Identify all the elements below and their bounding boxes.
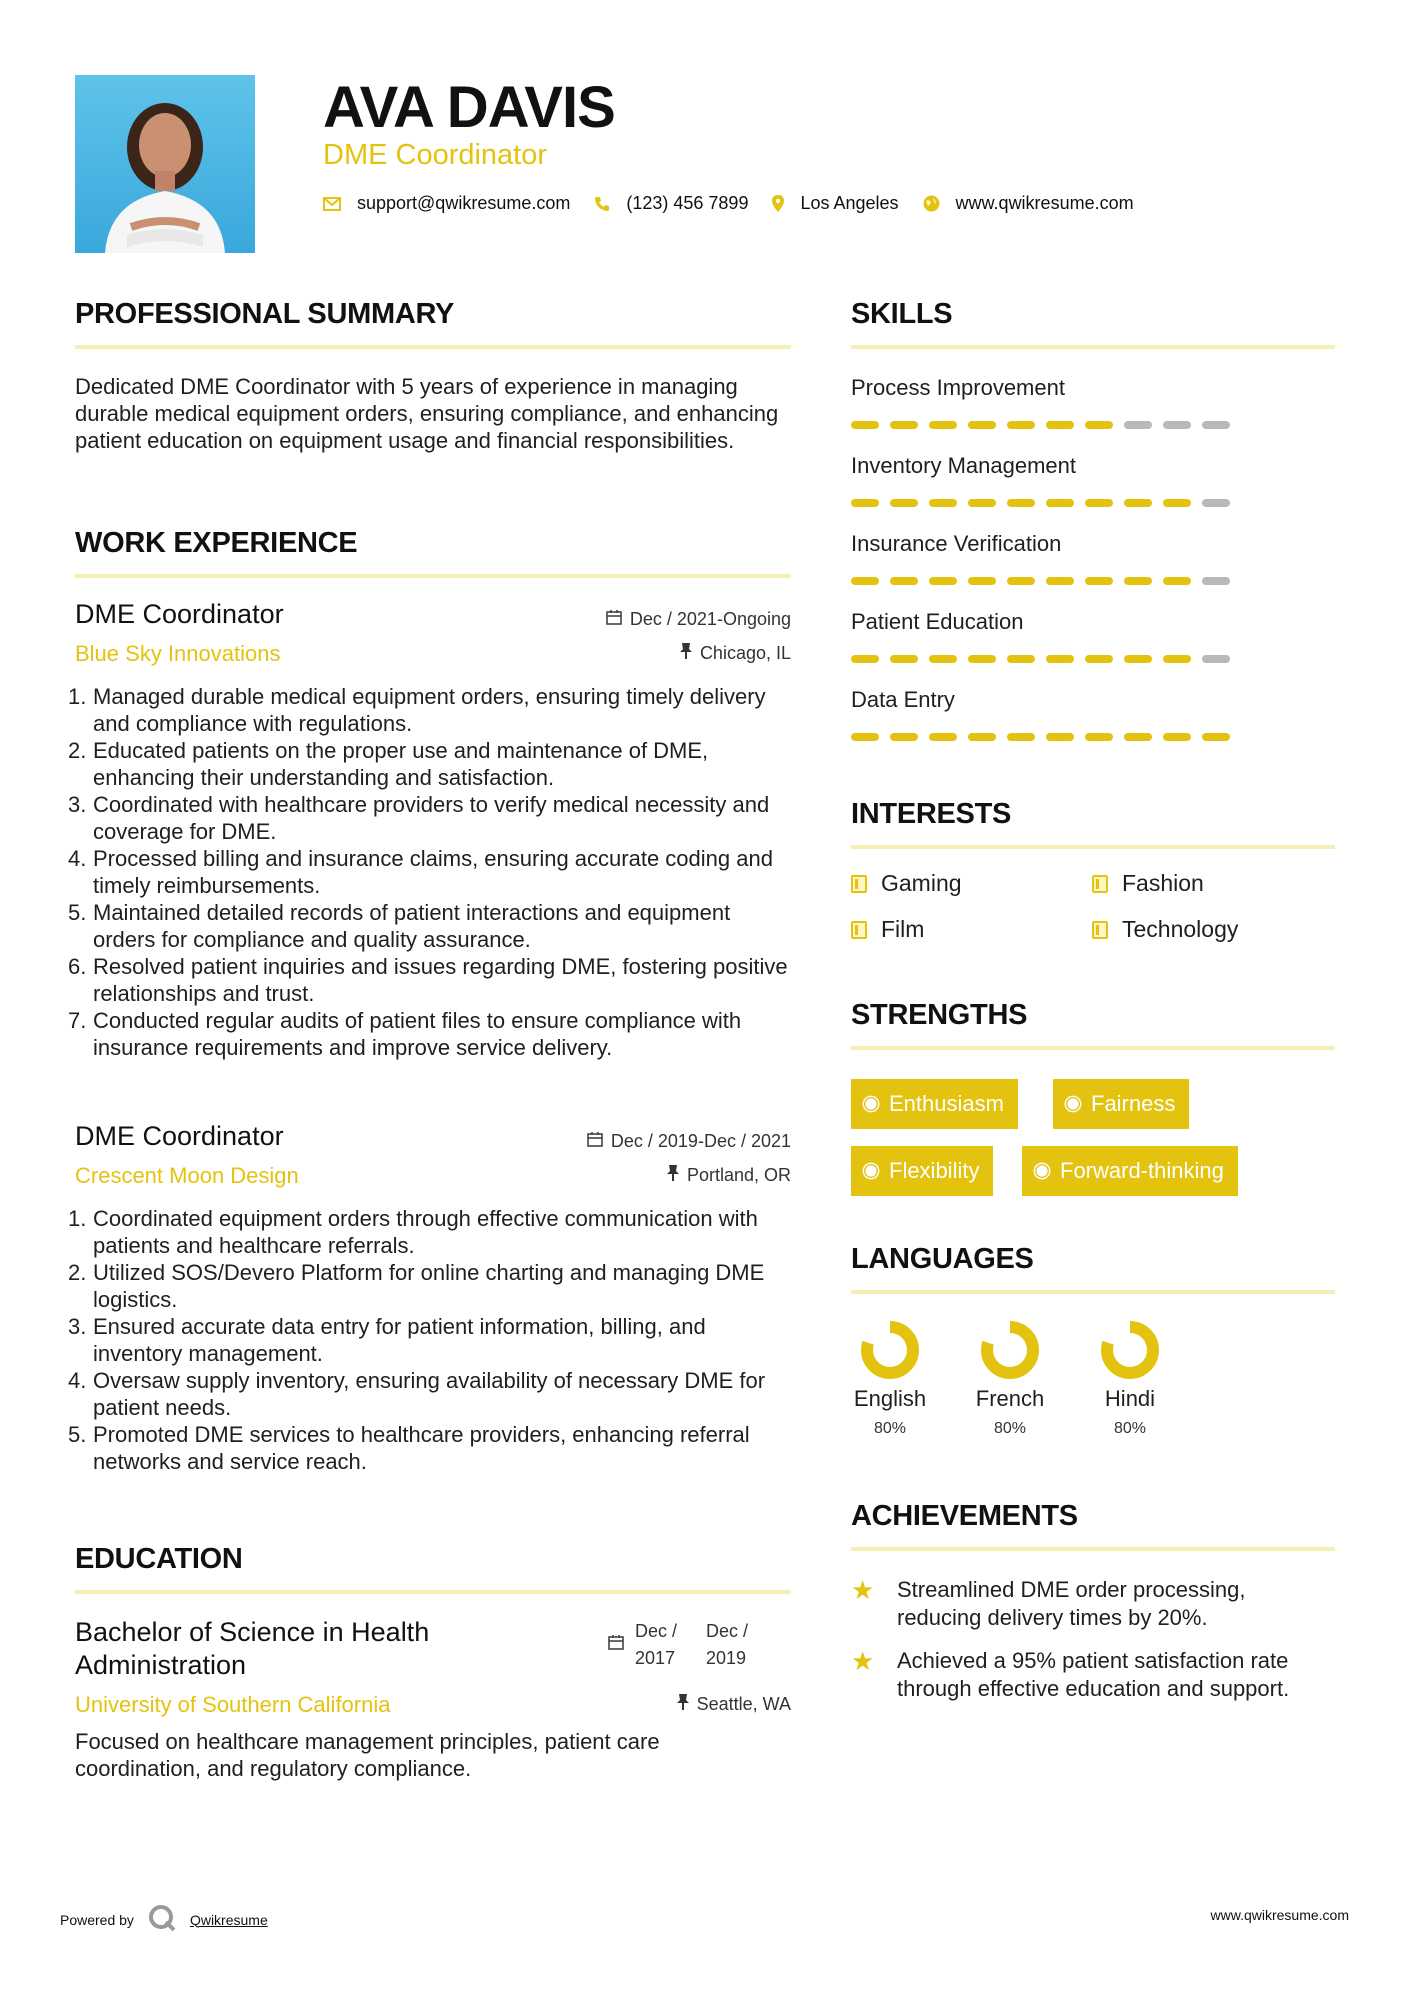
skill-level-dot xyxy=(1046,499,1074,507)
achievement-text: Achieved a 95% patient satisfaction rate through effective education and support. xyxy=(897,1648,1290,1701)
skill-level-dot xyxy=(968,655,996,663)
skill-level-dot xyxy=(1085,499,1113,507)
job-2-dates xyxy=(587,1131,791,1152)
languages-divider xyxy=(851,1290,1335,1294)
list-item: 3. Ensured accurate data entry for patient information, billing, and inventory management. xyxy=(68,1314,706,1366)
job-1-bullets xyxy=(68,683,795,1061)
person-portrait-icon xyxy=(75,75,255,253)
strength-label: Flexibility xyxy=(889,1158,980,1183)
contact-location: Los Angeles xyxy=(800,193,899,213)
skill-name: Inventory Management xyxy=(851,453,1077,478)
pushpin-icon xyxy=(667,1165,679,1186)
list-item: 4. Processed billing and insurance claims, ensuring accurate coding and timely reimbursements. xyxy=(68,846,773,898)
interest-item xyxy=(1092,870,1204,897)
skill-level-dot xyxy=(1085,421,1113,429)
skill-level-dot xyxy=(890,421,918,429)
skill-item xyxy=(851,687,1335,765)
list-item: 6. Resolved patient inquiries and issues regarding DME, fostering positive relationships and trust. xyxy=(68,954,788,1006)
skill-level-dot xyxy=(1163,421,1191,429)
skill-level-meter xyxy=(851,499,1335,507)
skills-heading: SKILLS xyxy=(851,298,953,330)
skill-level-dot xyxy=(890,499,918,507)
list-item: 4. Oversaw supply inventory, ensuring availability of necessary DME for patient needs. xyxy=(68,1368,766,1420)
skill-level-dot xyxy=(1085,655,1113,663)
list-item: 1. Coordinated equipment orders through effective communication with patients and healthcare referrals. xyxy=(68,1206,758,1258)
skill-item xyxy=(851,375,1335,453)
education-divider xyxy=(75,1590,791,1594)
language-ring xyxy=(1100,1320,1160,1380)
contact-website[interactable]: www.qwikresume.com xyxy=(955,193,1134,213)
list-item: 2. Utilized SOS/Devero Platform for online charting and managing DME logistics. xyxy=(68,1260,765,1312)
job-1-dates xyxy=(606,609,791,630)
skill-level-dot xyxy=(929,421,957,429)
contact-email[interactable]: support@qwikresume.com xyxy=(357,193,571,213)
strengths-divider xyxy=(851,1046,1335,1050)
strength-tag xyxy=(851,1079,1018,1129)
achievement-item xyxy=(851,1576,1335,1632)
skill-level-dot xyxy=(1124,499,1152,507)
strength-label: Enthusiasm xyxy=(889,1091,1004,1116)
skills-list xyxy=(851,375,1335,765)
job-2-dates-text: Dec / 2019-Dec / 2021 xyxy=(610,1131,791,1151)
language-name: English xyxy=(853,1386,927,1411)
list-item: 1. Managed durable medical equipment orders, ensuring timely delivery and compliance with regulations. xyxy=(68,684,766,736)
skill-level-dot xyxy=(929,577,957,585)
skill-level-dot xyxy=(890,655,918,663)
language-name: French xyxy=(975,1386,1045,1411)
language-item xyxy=(845,1320,935,1438)
sun-icon xyxy=(1067,1098,1078,1109)
skill-level-dot xyxy=(1007,421,1035,429)
skill-item xyxy=(851,609,1335,687)
interests-divider xyxy=(851,845,1335,849)
powered-by-label: Powered by xyxy=(60,1911,134,1928)
job-2-company: Crescent Moon Design xyxy=(75,1163,299,1188)
languages-list xyxy=(845,1320,1175,1438)
skill-level-dot xyxy=(1007,499,1035,507)
skill-level-dot xyxy=(1202,577,1230,585)
profile-photo xyxy=(75,75,255,253)
list-item: 3. Coordinated with healthcare providers to verify medical necessity and coverage for DME. xyxy=(68,792,770,844)
skill-level-dot xyxy=(1163,655,1191,663)
achievement-item xyxy=(851,1647,1335,1703)
language-item xyxy=(1085,1320,1175,1438)
job-2-location-text: Portland, OR xyxy=(686,1165,791,1185)
footer-site[interactable]: www.qwikresume.com xyxy=(1210,1907,1349,1923)
experience-heading: WORK EXPERIENCE xyxy=(75,527,358,559)
experience-divider xyxy=(75,574,791,578)
skill-level-meter xyxy=(851,577,1335,585)
language-percent: 80% xyxy=(1113,1420,1147,1437)
skill-level-dot xyxy=(890,577,918,585)
skill-item xyxy=(851,453,1335,531)
shooting-star-icon: ★ xyxy=(851,1646,875,1676)
contact-phone[interactable]: (123) 456 7899 xyxy=(626,193,749,213)
calendar-icon xyxy=(608,1634,624,1655)
skill-level-dot xyxy=(1046,421,1074,429)
job-1-location-text: Chicago, IL xyxy=(699,643,791,663)
sun-icon xyxy=(1036,1165,1047,1176)
skill-level-dot xyxy=(929,733,957,741)
job-1-location xyxy=(680,643,791,664)
book-icon xyxy=(1092,875,1108,893)
skill-level-dot xyxy=(1046,655,1074,663)
skill-level-dot xyxy=(1046,733,1074,741)
skill-level-dot xyxy=(1202,655,1230,663)
language-percent: 80% xyxy=(873,1420,907,1437)
language-ring xyxy=(980,1320,1040,1380)
skill-level-dot xyxy=(1046,577,1074,585)
skills-divider xyxy=(851,345,1335,349)
skill-name: Data Entry xyxy=(851,687,955,712)
skill-level-dot xyxy=(1007,655,1035,663)
language-item xyxy=(965,1320,1055,1438)
skill-item xyxy=(851,531,1335,609)
calendar-icon xyxy=(587,1131,603,1152)
skill-level-dot xyxy=(1202,499,1230,507)
education-heading: EDUCATION xyxy=(75,1543,243,1575)
language-ring xyxy=(860,1320,920,1380)
envelope-icon xyxy=(323,197,341,211)
list-item: 5. Promoted DME services to healthcare providers, enhancing referral networks and service reach. xyxy=(68,1422,750,1474)
qwikresume-logo-icon xyxy=(148,1904,176,1935)
strength-tag xyxy=(1022,1146,1238,1196)
education-start-year: 2017 xyxy=(635,1648,676,1668)
summary-text: Dedicated DME Coordinator with 5 years of experience in managing durable medical equipment orders, ensuring compliance, and enhancing patient education on equipment usage and financial responsibilities. xyxy=(75,374,779,453)
skill-level-dot xyxy=(1124,421,1152,429)
sun-icon xyxy=(865,1165,876,1176)
job-1-dates-text: Dec / 2021-Ongoing xyxy=(629,609,791,629)
education-end xyxy=(706,1618,748,1672)
calendar-icon xyxy=(606,609,622,630)
interest-label: Film xyxy=(881,916,925,942)
job-2-bullets xyxy=(68,1205,795,1475)
sun-icon xyxy=(865,1098,876,1109)
skill-name: Patient Education xyxy=(851,609,1024,634)
candidate-name: AVA DAVIS xyxy=(323,75,615,140)
list-item: 7. Conducted regular audits of patient files to ensure compliance with insurance requirements and improve service delivery. xyxy=(68,1008,742,1060)
skill-level-meter xyxy=(851,421,1335,429)
location-pin-icon xyxy=(772,195,784,212)
degree-line-1: Bachelor of Science in Health xyxy=(75,1617,430,1647)
skill-level-meter xyxy=(851,655,1335,663)
skill-level-dot xyxy=(1085,733,1113,741)
job-1-company: Blue Sky Innovations xyxy=(75,641,281,666)
language-name: Hindi xyxy=(1104,1386,1156,1411)
education-degree xyxy=(75,1616,429,1682)
candidate-title: DME Coordinator xyxy=(323,139,548,171)
strengths-heading: STRENGTHS xyxy=(851,999,1028,1031)
strength-tag xyxy=(851,1146,993,1196)
languages-heading: LANGUAGES xyxy=(851,1243,1034,1275)
education-school: University of Southern California xyxy=(75,1692,391,1717)
education-end-year: 2019 xyxy=(706,1648,747,1668)
skill-level-dot xyxy=(1124,733,1152,741)
list-item: 5. Maintained detailed records of patient interactions and equipment orders for compliance and quality assurance. xyxy=(68,900,731,952)
degree-line-2: Administration xyxy=(75,1650,247,1680)
skill-level-dot xyxy=(851,421,879,429)
pushpin-icon xyxy=(677,1694,689,1715)
footer-powered xyxy=(60,1904,268,1935)
skill-level-dot xyxy=(1202,421,1230,429)
interest-label: Technology xyxy=(1122,916,1239,942)
book-icon xyxy=(1092,921,1108,939)
education-start xyxy=(635,1618,677,1672)
skill-level-dot xyxy=(851,655,879,663)
skill-level-dot xyxy=(968,577,996,585)
skill-level-dot xyxy=(968,421,996,429)
skill-level-dot xyxy=(851,499,879,507)
skill-level-dot xyxy=(968,733,996,741)
brand-link[interactable]: Qwikresume xyxy=(189,1911,268,1928)
skill-level-dot xyxy=(1163,499,1191,507)
interests-heading: INTERESTS xyxy=(851,798,1012,830)
skill-level-dot xyxy=(1124,577,1152,585)
skill-level-dot xyxy=(890,733,918,741)
skill-level-dot xyxy=(1124,655,1152,663)
skill-level-dot xyxy=(929,655,957,663)
summary-heading: PROFESSIONAL SUMMARY xyxy=(75,298,455,330)
skill-level-dot xyxy=(1085,577,1113,585)
achievements-divider xyxy=(851,1547,1335,1551)
interest-label: Gaming xyxy=(881,870,962,896)
strength-tag xyxy=(1053,1079,1189,1129)
contact-row xyxy=(323,193,1158,214)
strength-label: Fairness xyxy=(1091,1091,1176,1116)
skill-level-dot xyxy=(968,499,996,507)
skill-level-dot xyxy=(1202,733,1230,741)
summary-divider xyxy=(75,345,791,349)
skill-level-dot xyxy=(1007,577,1035,585)
skill-level-dot xyxy=(1163,733,1191,741)
skill-level-dot xyxy=(1007,733,1035,741)
pushpin-icon xyxy=(680,643,692,664)
language-percent: 80% xyxy=(993,1420,1027,1437)
list-item: 2. Educated patients on the proper use and maintenance of DME, enhancing their understanding and satisfaction. xyxy=(68,738,709,790)
skill-level-dot xyxy=(851,733,879,741)
phone-icon xyxy=(594,196,610,212)
education-location xyxy=(677,1694,791,1715)
education-start-month: Dec / xyxy=(635,1621,678,1641)
skill-level-dot xyxy=(1163,577,1191,585)
skill-level-dot xyxy=(851,577,879,585)
education-description: Focused on healthcare management principles, patient care coordination, and regulatory compliance. xyxy=(75,1729,660,1781)
interest-label: Fashion xyxy=(1122,870,1204,896)
globe-icon xyxy=(923,195,940,212)
education-end-month: Dec / xyxy=(706,1621,749,1641)
skill-level-meter xyxy=(851,733,1335,741)
interest-item xyxy=(851,870,962,897)
skill-name: Insurance Verification xyxy=(851,531,1062,556)
job-2-location xyxy=(667,1165,791,1186)
interest-item xyxy=(1092,916,1238,943)
achievement-text: Streamlined DME order processing, reducing delivery times by 20%. xyxy=(897,1577,1246,1630)
achievements-heading: ACHIEVEMENTS xyxy=(851,1500,1078,1532)
interest-item xyxy=(851,916,924,943)
book-icon xyxy=(851,921,867,939)
education-location-text: Seattle, WA xyxy=(696,1694,791,1714)
skill-level-dot xyxy=(929,499,957,507)
shooting-star-icon: ★ xyxy=(851,1575,875,1605)
job-1-title: DME Coordinator xyxy=(75,599,284,629)
strength-label: Forward-thinking xyxy=(1060,1158,1224,1183)
job-2-title: DME Coordinator xyxy=(75,1121,284,1151)
book-icon xyxy=(851,875,867,893)
skill-name: Process Improvement xyxy=(851,375,1065,400)
